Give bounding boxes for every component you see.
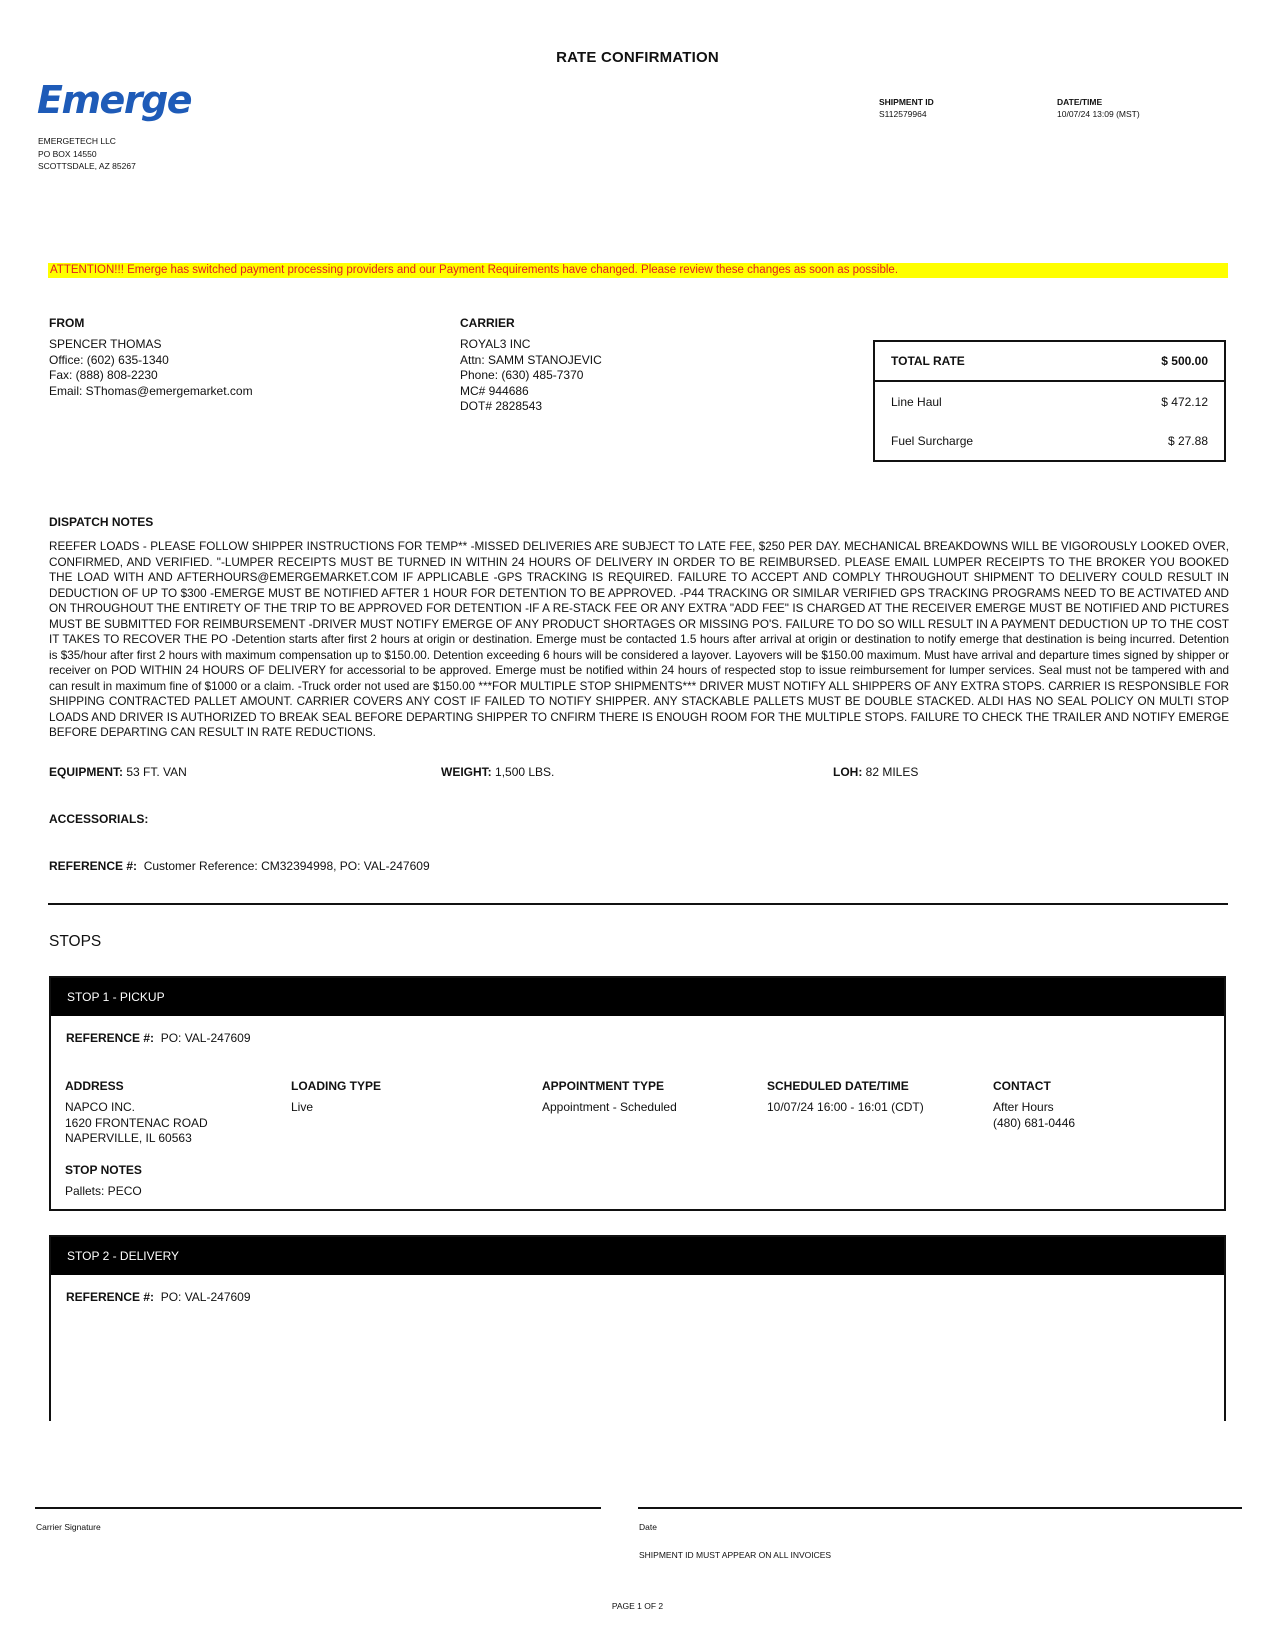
scheduled-value: 10/07/24 16:00 - 16:01 (CDT)	[767, 1100, 924, 1114]
stop-reference-value: PO: VAL-247609	[160, 1290, 251, 1304]
loh-field	[833, 765, 918, 779]
reference-value: Customer Reference: CM32394998, PO: VAL-247609	[143, 859, 430, 873]
stop-reference	[66, 1031, 251, 1045]
rate-item-label: Line Haul	[891, 394, 942, 409]
rate-box	[873, 340, 1226, 462]
accessorials-field	[49, 812, 148, 826]
document-title: RATE CONFIRMATION	[556, 49, 719, 66]
stop-reference	[66, 1290, 251, 1304]
rate-item-value: $ 472.12	[1161, 394, 1208, 409]
loading-type-value: Live	[291, 1100, 314, 1114]
stop-card	[49, 976, 1226, 1211]
shipment-id-block	[879, 97, 934, 119]
from-email: Email: SThomas@emergemarket.com	[49, 383, 253, 398]
weight-value: 1,500 LBS.	[495, 765, 555, 779]
from-label: FROM	[49, 316, 85, 330]
appointment-type-value: Appointment - Scheduled	[542, 1100, 677, 1114]
carrier-section	[460, 316, 602, 415]
from-name: SPENCER THOMAS	[49, 337, 162, 351]
carrier-name: ROYAL3 INC	[460, 337, 531, 351]
rate-item-row	[875, 382, 1224, 421]
stop-card	[49, 1235, 1226, 1421]
carrier-label: CARRIER	[460, 316, 515, 330]
loh-label: LOH:	[833, 765, 863, 779]
date-label: Date	[639, 1522, 657, 1532]
accessorials-label: ACCESSORIALS:	[49, 812, 149, 826]
shipment-id-value: S112579964	[879, 109, 927, 119]
contact-label: CONTACT	[993, 1079, 1051, 1093]
stop-scheduled	[767, 1079, 924, 1116]
total-rate-row	[875, 342, 1224, 382]
shipment-id-label: SHIPMENT ID	[879, 97, 934, 107]
equipment-value: 53 FT. VAN	[126, 765, 187, 779]
stop-contact	[993, 1079, 1075, 1131]
address-line: 1620 FRONTENAC ROAD	[65, 1115, 208, 1130]
total-rate-label: TOTAL RATE	[891, 354, 965, 368]
address-line: NAPCO INC.	[65, 1100, 136, 1114]
company-address	[38, 135, 136, 173]
stop-reference-label: REFERENCE #:	[66, 1290, 155, 1304]
datetime-label: DATE/TIME	[1057, 97, 1103, 107]
stop-header: STOP 2 - DELIVERY	[51, 1237, 1224, 1275]
contact-phone: (480) 681-0446	[993, 1115, 1076, 1130]
carrier-attn: Attn: SAMM STANOJEVIC	[460, 352, 602, 367]
dispatch-notes-text: REEFER LOADS - PLEASE FOLLOW SHIPPER INSTRUCTIONS FOR TEMP** -MISSED DELIVERIES ARE SUBJECT TO LATE FEE, $250 PER DAY. MECHANICAL BREAKDOWNS WILL BE VIGOROUSLY LOOKED OVER, CONFIRMED, AND VERIFIED. "-LUMPER RECEIPTS MUST BE TURNED IN WITHIN 24 HOURS OF DELIVERY IN ORDER TO BE REIMBURSED. PLEASE EMAIL LUMPER RECEIPTS TO THE BROKER YOU BOOKED THE LOAD WITH AND AFTERHOURS@EMERGEMARKET.COM IF APPLICABLE -GPS TRACKING IS REQUIRED. FAILURE TO ACCEPT AND COMPLY THROUGHOUT SHIPMENT TO DELIVERY COULD RESULT IN DEDUCTION OF UP TO $300 -EMERGE MUST BE NOTIFIED AFTER 1 HOUR FOR DETENTION TO BE APPROVED. -P44 TRACKING OR SIMILAR VERIFIED GPS TRACKING PROGRAMS NEED TO BE ACTIVATED AND ON THROUGHOUT THE ENTIRETY OF THE TRIP TO BE APPROVED FOR DETENTION -IF A RE-STACK FEE OR ANY EXTRA "ADD FEE" IS CHARGED AT THE RECEIVER EMERGE MUST BE NOTIFIED AND PICTURES MUST BE SUBMITTED FOR REIMBURSEMENT -DRIVER MUST NOTIFY EMERGE OF ANY PRODUCT SHORTAGES OR MISSING PO'S. FAILURE TO DO SO WILL RESULT IN A PAYMENT DEDUCTION UP TO THE COST IT TAKES TO RECOVER THE PO -Detention starts after first 2 hours at origin or destination. Emerge must be contacted 1.5 hours after arrival at origin or destination to notify emerge that destination is being incurred. Detention is $35/hour after first 2 hours with maximum compensation up to $150.00. Detention exceeding 6 hours will be considered a layover. Layovers will be $150.00 maximum. Must have arrival and departure times signed by shipper or receiver on POD WITHIN 24 HOURS OF DELIVERY for accessorial to be approved. Emerge must be notified within 24 hours of respected stop to issue reimbursement for lumper services. Seal must not be tampered with and can result in maximum fine of $1000 or a claim. -Truck order not used are $150.00 ***FOR MULTIPLE STOP SHIPMENTS*** DRIVER MUST NOTIFY ALL SHIPPERS OF ANY EXTRA STOPS. CARRIER IS RESPONSIBLE FOR SHIPPING CONTRACTED PALLET AMOUNT. CARRIER COVERS ANY COST IF FAILED TO NOTIFY SHIPPER. ANY STACKABLE PALLETS MUST BE DOUBLE STACKED. ALDI HAS NO SEAL POLICY ON MULTI STOP LOADS AND DRIVER IS AUTHORIZED TO BREAK SEAL BEFORE DEPARTING SHIPPER TO CNFIRM THERE IS ENOUGH ROOM FOR THE MULTIPLE STOPS. FAILURE TO CHECK THE TRAILER AND NOTIFY EMERGE BEFORE DEPARTING CAN RESULT IN RATE REDUCTIONS.	[49, 540, 1229, 739]
rate-item-row	[875, 421, 1224, 460]
reference-label: REFERENCE #:	[49, 859, 138, 873]
loh-value: 82 MILES	[865, 765, 919, 779]
address-line: NAPERVILLE, IL 60563	[65, 1131, 192, 1145]
stop-header: STOP 1 - PICKUP	[51, 978, 1224, 1016]
weight-label: WEIGHT:	[441, 765, 492, 779]
attention-banner: ATTENTION!!! Emerge has switched payment processing providers and our Payment Requirements have changed. Please review these changes as soon as possible.	[48, 263, 1228, 278]
total-rate-value: $ 500.00	[1161, 354, 1208, 368]
loading-type-label: LOADING TYPE	[291, 1079, 382, 1093]
equipment-label: EQUIPMENT:	[49, 765, 124, 779]
section-divider	[48, 903, 1228, 905]
address-label: ADDRESS	[65, 1079, 124, 1093]
stop-reference-value: PO: VAL-247609	[160, 1031, 251, 1045]
appointment-type-label: APPOINTMENT TYPE	[542, 1079, 665, 1093]
equipment-field	[49, 765, 187, 779]
rate-item-value: $ 27.88	[1167, 433, 1208, 448]
stop-loading-type	[291, 1079, 381, 1116]
from-fax: Fax: (888) 808-2230	[49, 368, 158, 383]
stop-notes-label: STOP NOTES	[65, 1163, 142, 1177]
reference-field	[49, 859, 430, 873]
scheduled-label: SCHEDULED DATE/TIME	[767, 1079, 909, 1093]
weight-field	[441, 765, 554, 779]
dispatch-notes-label: DISPATCH NOTES	[49, 515, 154, 529]
carrier-mc: MC# 944686	[460, 383, 529, 398]
stop-notes	[65, 1163, 142, 1200]
stops-title: STOPS	[49, 933, 102, 950]
datetime-block	[1057, 97, 1140, 119]
datetime-value: 10/07/24 13:09 (MST)	[1057, 109, 1140, 119]
stop-reference-label: REFERENCE #:	[66, 1031, 155, 1045]
company-address-line: SCOTTSDALE, AZ 85267	[38, 161, 136, 171]
carrier-phone: Phone: (630) 485-7370	[460, 368, 584, 383]
from-office: Office: (602) 635-1340	[49, 352, 169, 367]
contact-name: After Hours	[993, 1100, 1054, 1114]
stop-address	[65, 1079, 208, 1147]
page-number: PAGE 1 OF 2	[611, 1601, 664, 1611]
rate-item-label: Fuel Surcharge	[891, 433, 974, 448]
company-address-line: PO BOX 14550	[38, 148, 97, 159]
carrier-dot: DOT# 2828543	[460, 399, 543, 414]
carrier-signature-label: Carrier Signature	[36, 1522, 101, 1532]
stop-notes-value: Pallets: PECO	[65, 1184, 142, 1198]
from-section	[49, 316, 253, 399]
stop-appointment-type	[542, 1079, 677, 1116]
signature-line	[35, 1507, 601, 1509]
company-address-line: EMERGETECH LLC	[38, 136, 116, 146]
invoice-notice: SHIPMENT ID MUST APPEAR ON ALL INVOICES	[639, 1550, 832, 1560]
emerge-logo: Emerge	[37, 78, 192, 122]
date-line	[638, 1507, 1242, 1509]
